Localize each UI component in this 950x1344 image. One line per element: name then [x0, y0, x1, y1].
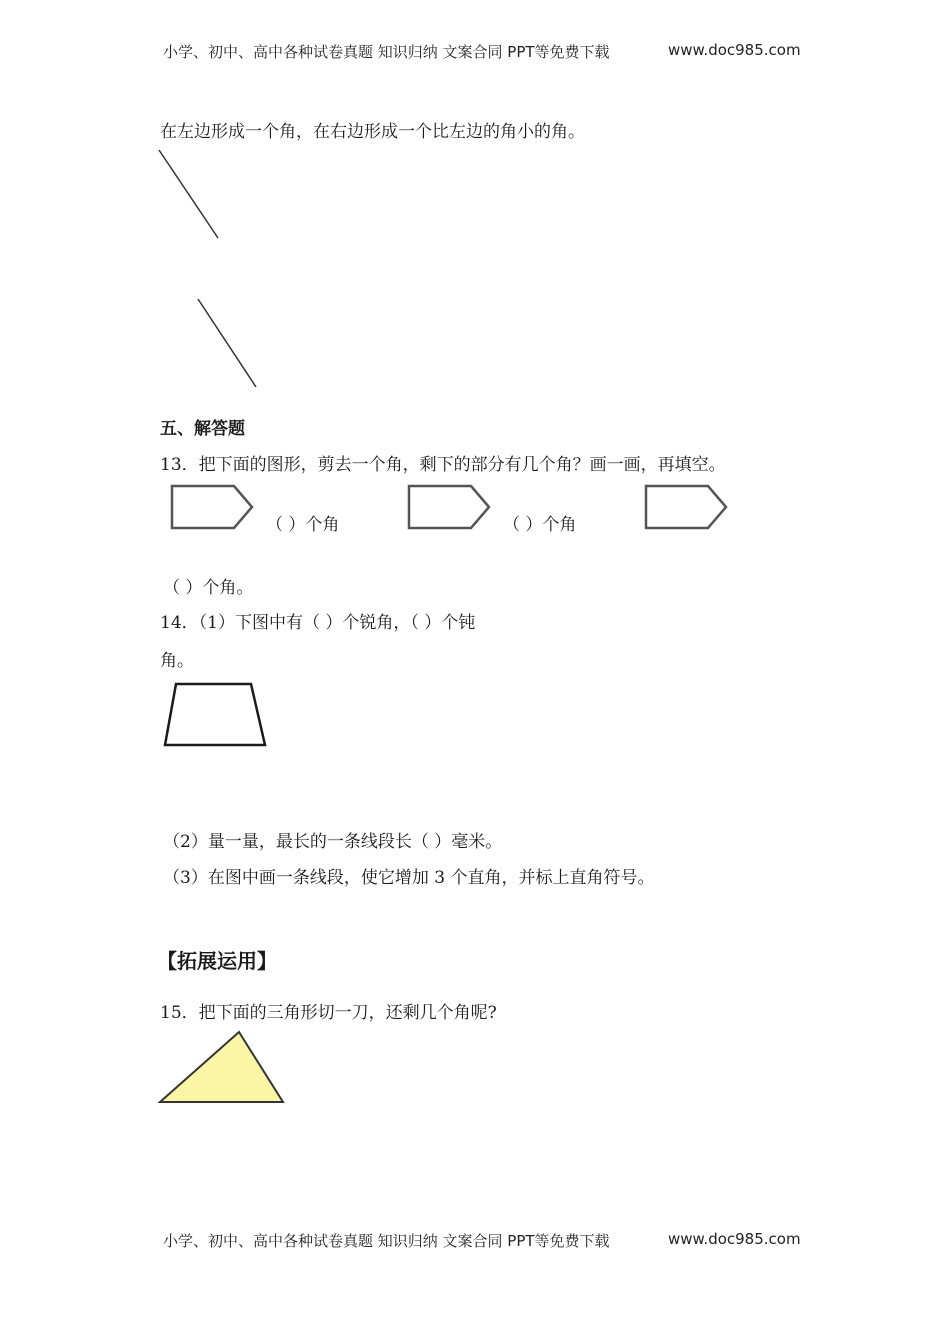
q13-blank-3: （ ）个角。	[163, 578, 254, 598]
footer-website: www.doc985.com	[668, 1230, 801, 1248]
header-website: www.doc985.com	[668, 41, 801, 59]
extension-title: 【拓展运用】	[157, 949, 277, 973]
q13-blank-2: （ ）个角	[503, 515, 577, 535]
question-14-part-2: （2）量一量，最长的一条线段长（ ）毫米。	[163, 832, 503, 852]
q13-blank-1: （ ）个角	[266, 515, 340, 535]
footer-left-text: 小学、初中、高中各种试卷真题 知识归纳 文案合同 PPT等免费下载	[163, 1232, 610, 1250]
triangle	[160, 1032, 283, 1102]
question-14-line-2: 角。	[160, 651, 194, 671]
question-14-line-1: 14．（1）下图中有（ ）个锐角，（ ）个钝	[160, 613, 476, 633]
draw-task-instruction: 在左边形成一个角，在右边形成一个比左边的角小的角。	[160, 122, 585, 142]
question-14-part-3: （3）在图中画一条线段，使它增加 3 个直角，并标上直角符号。	[163, 868, 655, 888]
question-13-text: 13．把下面的图形，剪去一个角，剩下的部分有几个角？画一画，再填空。	[160, 455, 726, 475]
header-left-text: 小学、初中、高中各种试卷真题 知识归纳 文案合同 PPT等免费下载	[163, 43, 610, 61]
section-title: 五、解答题	[160, 419, 245, 439]
question-15-text: 15．把下面的三角形切一刀，还剩几个角呢?	[160, 1003, 497, 1023]
